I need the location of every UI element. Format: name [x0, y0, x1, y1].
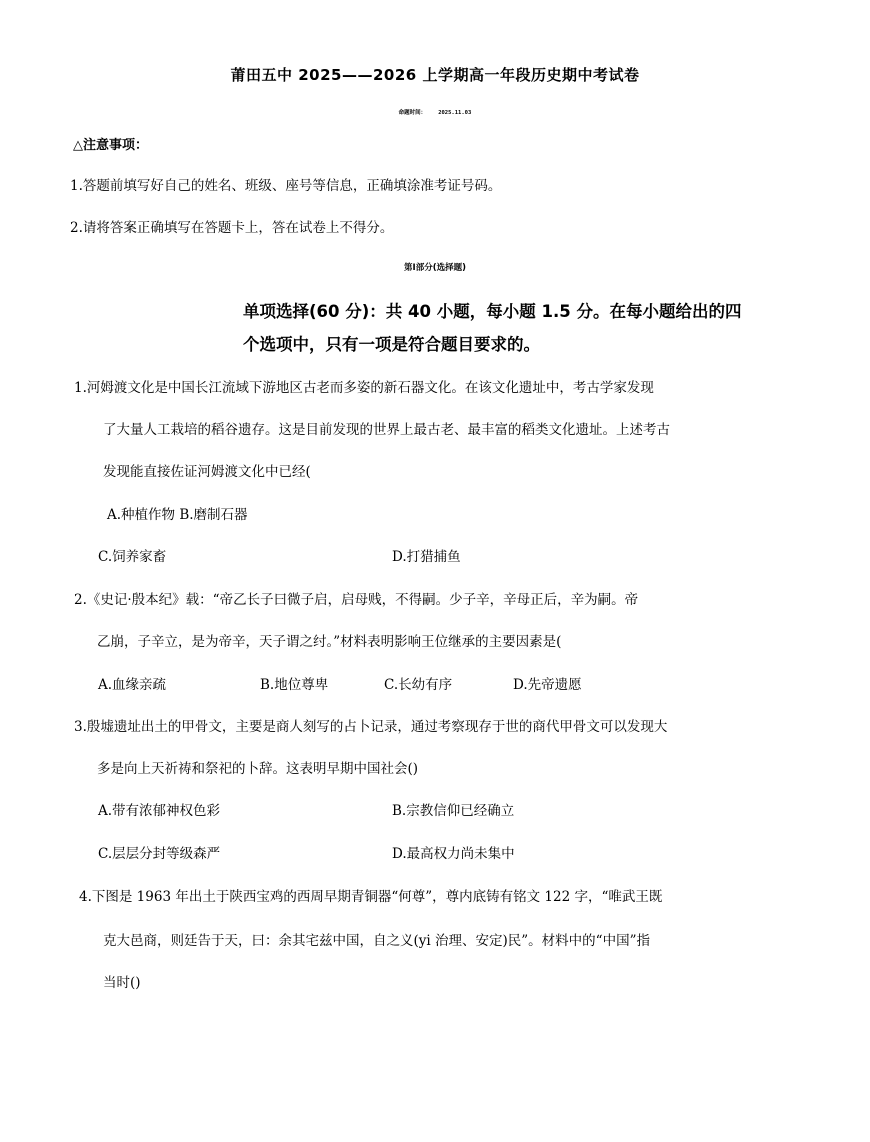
- question-4-line: 当时(): [103, 975, 141, 991]
- notice-item: 1.答题前填写好自己的姓名、班级、座号等信息，正确填涂准考证号码。: [70, 178, 502, 194]
- question-2-line: 2.《史记·殷本纪》载：“帝乙长子曰微子启，启母贱，不得嗣。少子辛，辛母正后，辛为嗣。帝: [74, 592, 639, 608]
- question-1-option: C.饲养家畜: [98, 549, 167, 565]
- question-3-line: 3.殷墟遗址出土的甲骨文，主要是商人刻写的占卜记录，通过考察现存于世的商代甲骨文可以发现大: [74, 719, 668, 735]
- question-3-option: A.带有浓郁神权色彩: [98, 803, 221, 819]
- section-title: 第Ⅰ部分(选择题): [404, 263, 466, 273]
- question-3-option: D.最高权力尚未集中: [392, 846, 515, 862]
- question-1-option: D.打猎捕鱼: [392, 549, 461, 565]
- exam-date: [0, 108, 870, 116]
- question-3-option: B.宗教信仰已经确立: [392, 803, 515, 819]
- section-instruction-line: 个选项中，只有一项是符合题目要求的。: [243, 335, 540, 354]
- question-1-line: 发现能直接佐证河姆渡文化中已经(: [103, 464, 311, 480]
- question-2-option: B.地位尊卑: [260, 677, 329, 693]
- notice-item: 2.请将答案正确填写在答题卡上，答在试卷上不得分。: [70, 220, 394, 236]
- section-instruction-line: 单项选择(60 分)：共 40 小题，每小题 1.5 分。在每小题给出的四: [243, 302, 742, 321]
- date-label: 命题时间：: [398, 110, 427, 116]
- question-2-option: A.血缘亲疏: [98, 677, 167, 693]
- question-3-line: 多是向上天祈祷和祭祀的卜辞。这表明早期中国社会(): [97, 761, 419, 777]
- date-value: 2025.11.03: [438, 110, 472, 116]
- notice-heading: △注意事项：: [73, 138, 148, 153]
- question-2-line: 乙崩，子辛立，是为帝辛，天子谓之纣。”材料表明影响王位继承的主要因素是(: [97, 634, 562, 650]
- question-2-option: D.先帝遗愿: [513, 677, 582, 693]
- page-title: 莆田五中 2025——2026 上学期高一年段历史期中考试卷: [230, 66, 640, 84]
- question-1-line: 1.河姆渡文化是中国长江流域下游地区古老而多姿的新石器文化。在该文化遗址中，考古学家发现: [74, 380, 654, 396]
- question-2-option: C.长幼有序: [384, 677, 453, 693]
- question-1-option: A.种植作物 B.磨制石器: [107, 507, 248, 523]
- question-3-option: C.层层分封等级森严: [98, 846, 221, 862]
- question-4-line: 克大邑商，则廷告于天，曰：余其宅兹中国，自之义(yi 治理、安定)民”。材料中的“中国”指: [103, 933, 650, 949]
- question-4-line: 4.下图是 1963 年出土于陕西宝鸡的西周早期青铜器“何尊”，尊内底铸有铭文 122 字，“唯武王既: [79, 889, 663, 905]
- question-1-line: 了大量人工栽培的稻谷遗存。这是目前发现的世界上最古老、最丰富的稻类文化遗址。上述考古: [103, 422, 670, 438]
